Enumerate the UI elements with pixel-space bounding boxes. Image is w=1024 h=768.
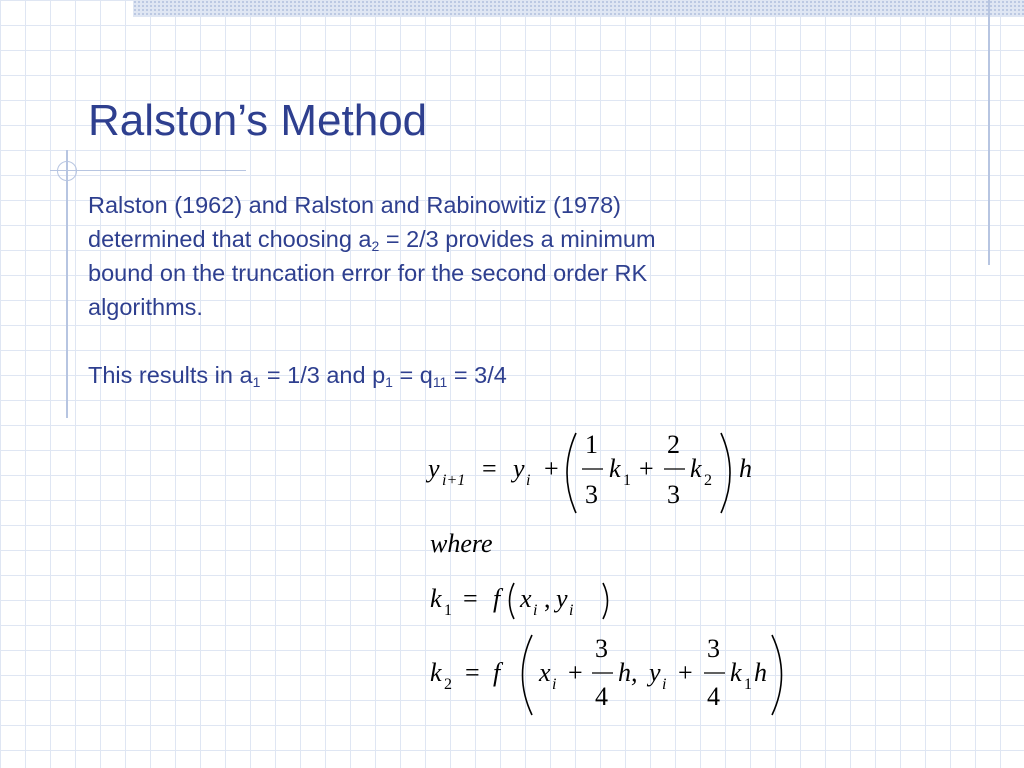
svg-text:3: 3 — [595, 634, 608, 663]
equation-block — [425, 425, 805, 725]
crosshair-circle-icon — [57, 161, 77, 181]
paragraph-line-1: Ralston (1962) and Ralston and Rabinowitiz (1978) — [88, 192, 621, 218]
svg-text:3: 3 — [667, 480, 680, 509]
equation-k2 — [430, 634, 782, 715]
svg-text:4: 4 — [595, 682, 608, 711]
svg-text:+: + — [568, 658, 583, 687]
svg-text:k: k — [730, 658, 742, 687]
svg-text:2: 2 — [667, 430, 680, 459]
slide-title: Ralston’s Method — [88, 96, 428, 145]
result-line: This results in $a_1 = 1/3$ and $p_1 = q_{11} = 3/4$ — [88, 362, 507, 390]
svg-text:2: 2 — [444, 676, 452, 693]
svg-text:y: y — [428, 454, 440, 483]
equation-yi-plus-1 — [425, 430, 752, 513]
svg-text:h: h — [754, 658, 767, 687]
left-accent-line — [66, 150, 68, 418]
svg-text:k: k — [430, 584, 442, 613]
svg-text:=: = — [465, 658, 480, 687]
svg-text:1: 1 — [623, 472, 631, 489]
svg-text:+: + — [544, 454, 559, 483]
svg-text:1: 1 — [585, 430, 598, 459]
svg-text:h: h — [739, 454, 752, 483]
svg-text:k: k — [690, 454, 702, 483]
svg-text:i+1: i+1 — [442, 472, 466, 489]
svg-text:f: f — [493, 658, 501, 687]
svg-text:h,: h, — [618, 658, 638, 687]
svg-text:i: i — [552, 676, 557, 693]
svg-text:i: i — [662, 676, 667, 693]
svg-text:=: = — [463, 584, 478, 613]
body-text — [88, 188, 788, 392]
svg-text:x: x — [539, 658, 551, 687]
where-label: where — [430, 529, 493, 558]
svg-text:1: 1 — [744, 676, 752, 693]
svg-text:,: , — [544, 584, 551, 613]
svg-text:i: i — [569, 602, 574, 619]
svg-text:y: y — [556, 584, 568, 613]
svg-text:x: x — [520, 584, 532, 613]
svg-text:k: k — [609, 454, 621, 483]
paragraph-line-3: bound on the truncation error for the second order RK — [88, 260, 648, 286]
svg-text:1: 1 — [444, 602, 452, 619]
svg-text:i: i — [526, 472, 531, 489]
svg-text:+: + — [678, 658, 693, 687]
paragraph-line-4: algorithms. — [88, 294, 203, 320]
equation-k1 — [430, 583, 608, 619]
svg-text:3: 3 — [707, 634, 720, 663]
svg-text:2: 2 — [704, 472, 712, 489]
right-accent-line — [988, 0, 990, 265]
svg-text:i: i — [533, 602, 538, 619]
svg-text:+: + — [639, 454, 654, 483]
top-dotted-band — [133, 0, 1024, 17]
svg-text:k: k — [430, 658, 442, 687]
title-underline — [50, 170, 246, 171]
paragraph-line-2: determined that choosing $a_2 = 2/3$ provides a minimum — [88, 226, 656, 254]
svg-text:f: f — [493, 584, 501, 613]
svg-text:=: = — [482, 454, 497, 483]
svg-text:y: y — [513, 454, 525, 483]
svg-text:3: 3 — [585, 480, 598, 509]
svg-text:y: y — [649, 658, 661, 687]
svg-text:4: 4 — [707, 682, 720, 711]
